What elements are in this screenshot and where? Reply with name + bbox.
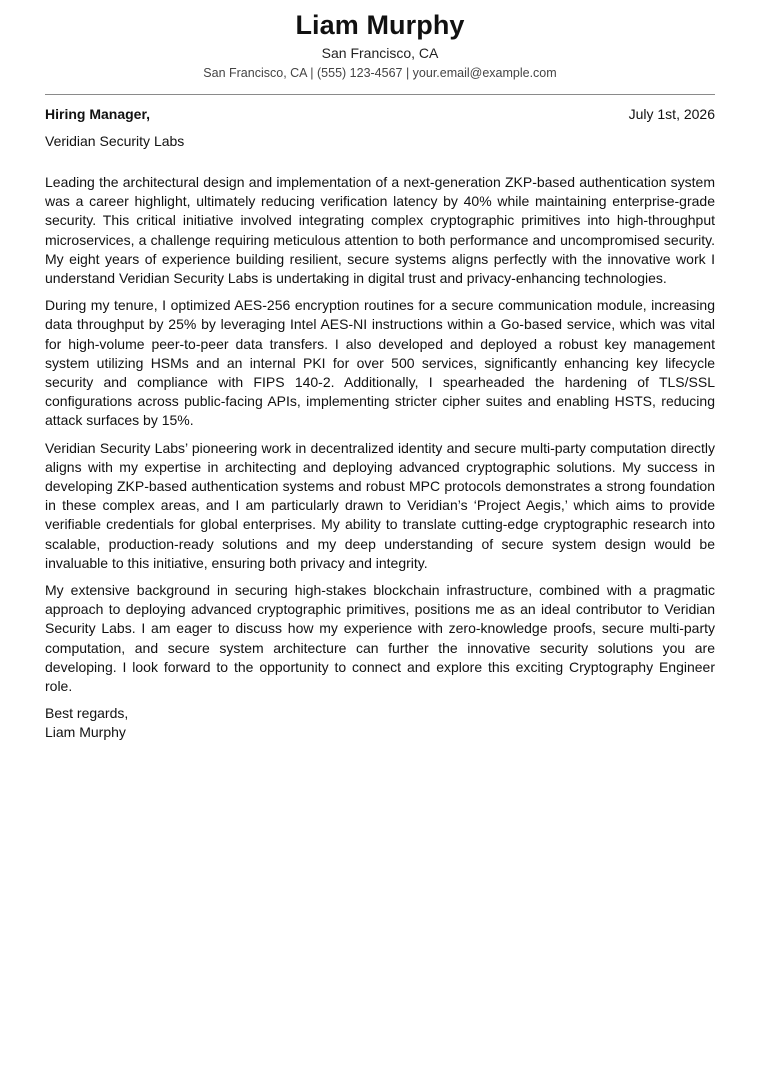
body-paragraph: During my tenure, I optimized AES-256 encryption routines for a secure communication module, increasing data throughput by 25% by leveraging Intel AES-NI instructions within a Go-based service, which was vital for high-volume peer-to-peer data transfers. I also developed and deployed a robust key management system utilizing HSMs and an internal PKI for over 500 services, significantly enhancing key lifecycle security and compliance with FIPS 140-2. Additionally, I spearheaded the hardening of TLS/SSL configurations across public-facing APIs, implementing stricter cipher suites and enabling HSTS, reducing attack surfaces by 15%. [45,297,715,429]
letter-closing-block [45,704,715,742]
recipient-salutation: Hiring Manager, [45,106,151,122]
recipient-company: Veridian Security Labs [45,133,185,149]
header-divider [45,94,715,95]
closing-phrase: Best regards, [45,705,129,722]
letter-body [45,173,715,696]
sender-contact-line: San Francisco, CA | (555) 123-4567 | your.email@example.com [203,66,557,80]
body-paragraph: Leading the architectural design and implementation of a next-generation ZKP-based authentication system was a career highlight, ultimately reducing verification latency by 40% while maintaining enterprise-grade security. This critical initiative involved integrating complex cryptographic primitives into high-throughput microservices, a challenge requiring meticulous attention to both performance and uncompromised security. My eight years of experience building resilient, secure systems aligns perfectly with the innovative work I understand Veridian Security Labs is undertaking in digital trust and privacy-enhancing technologies. [45,174,715,287]
body-paragraph: My extensive background in securing high-stakes blockchain infrastructure, combined with a pragmatic approach to deploying advanced cryptographic primitives, positions me as an ideal contributor to Veridian Security Labs. I am eager to discuss how my experience with zero-knowledge proofs, secure multi-party computation, and secure system architecture can further the innovative security solutions you are developing. I look forward to the opportunity to connect and explore this exciting Cryptography Engineer role. [45,582,715,695]
sender-name: Liam Murphy [295,10,465,40]
sender-location: San Francisco, CA [321,45,439,61]
signature-name: Liam Murphy [45,724,126,741]
letter-date: July 1st, 2026 [628,106,715,122]
body-paragraph: Veridian Security Labs’ pioneering work in decentralized identity and secure multi-party computation directly aligns with my expertise in architecting and deploying advanced cryptographic solutions. My success in developing ZKP-based authentication systems and robust MPC protocols demonstrates a strong foundation in these complex areas, and I am particularly drawn to Veridian’s ‘Project Aegis,’ which aims to provide verifiable credentials for global enterprises. My ability to translate cutting-edge cryptographic research into scalable, production-ready solutions and my deep understanding of secure system design would be invaluable to this initiative, ensuring both privacy and integrity. [45,439,715,571]
recipient-date-row [45,105,715,123]
letter-header [45,0,715,81]
